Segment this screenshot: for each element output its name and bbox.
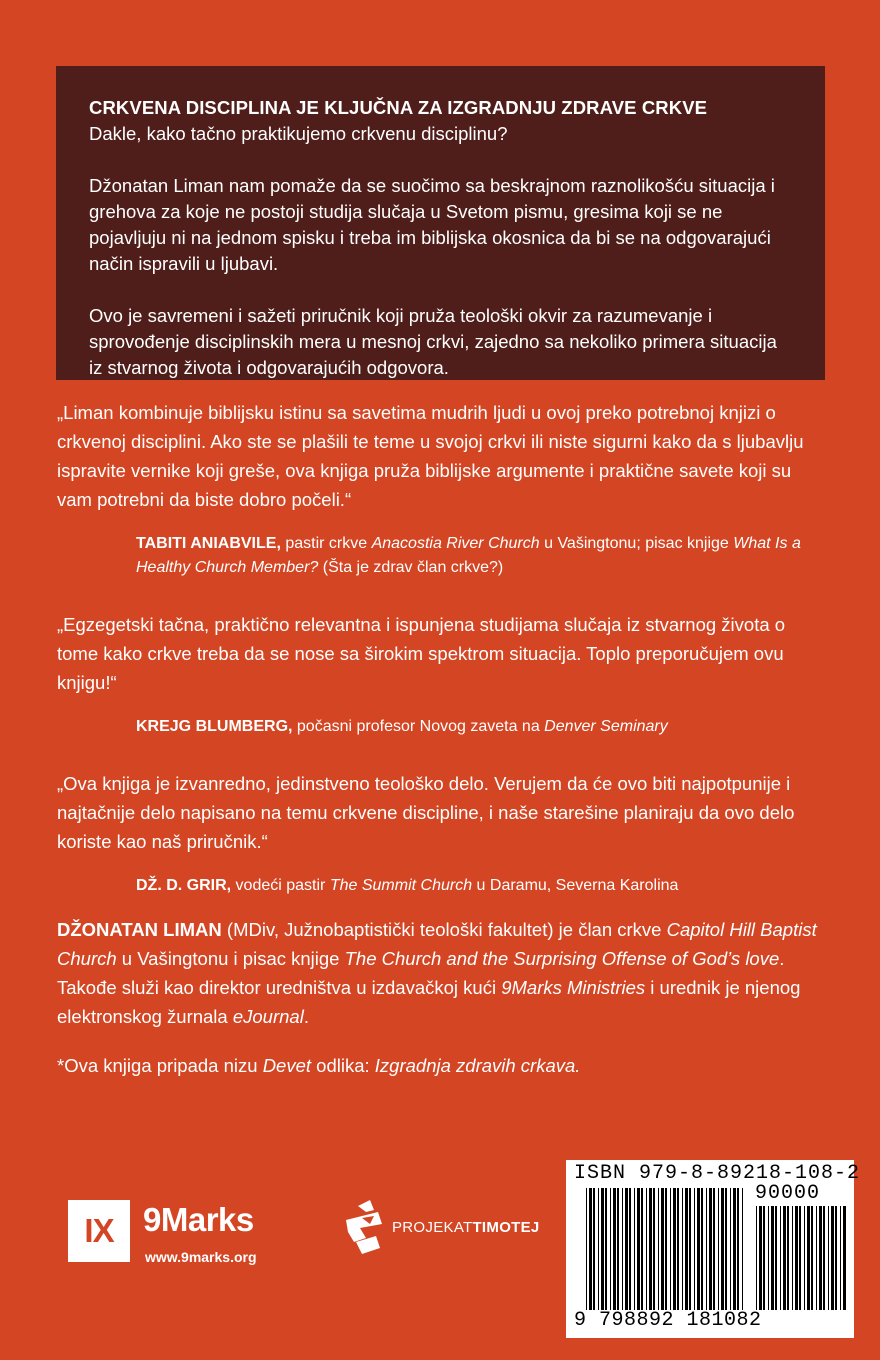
endorser-role-3b: u Daramu, Severna Karolina — [472, 877, 679, 894]
isbn-number: ISBN 979-8-89218-108-2 — [574, 1162, 861, 1185]
projekat-timotej-icon — [340, 1198, 390, 1258]
barcode-bar — [622, 1188, 623, 1310]
barcode-bar — [649, 1188, 652, 1310]
barcode-bar — [804, 1206, 805, 1310]
endorser-role-3a: vodeći pastir — [231, 877, 330, 894]
barcode-bar — [718, 1188, 719, 1310]
box-paragraph-1: Džonatan Liman nam pomaže da se suočimo sa beskrajnom raznolikošću situacija i grehova za koje ne postoji studija slučaja u Svetom pismu, gresima koji se ne pojavljuju ni na jednom spisku i treba im biblijska okosnica da bi se na odgovarajući način ispravili u ljubavi. — [89, 175, 775, 274]
barcode-bar — [598, 1188, 599, 1310]
bio-book: The Church and the Surprising Offense of God’s love — [344, 948, 780, 969]
endorsement-attribution-1 — [57, 532, 827, 580]
barcode-bar — [819, 1206, 822, 1310]
barcode-bar — [658, 1188, 659, 1310]
wordmark-regular: PROJEKAT — [392, 1219, 473, 1236]
barcode-bar — [816, 1206, 817, 1310]
endorser-school-2: Denver Seminary — [544, 718, 668, 735]
endorser-church-1: Anacostia River Church — [371, 535, 540, 552]
series-note — [57, 1051, 827, 1080]
barcode-bar — [828, 1206, 829, 1310]
barcode-bar — [763, 1206, 765, 1310]
endorser-name-3: DŽ. D. GRIR, — [136, 877, 232, 894]
barcode-bar — [840, 1206, 841, 1310]
barcode-bar — [613, 1188, 616, 1310]
barcode-bar — [771, 1206, 774, 1310]
bio-ministry: 9Marks Ministries — [501, 977, 646, 998]
barcode-bar — [641, 1188, 643, 1310]
barcode-bar — [673, 1188, 676, 1310]
barcode-bar — [694, 1188, 695, 1310]
publisher-name: 9Marks — [143, 1201, 254, 1238]
endorsement-quote-2: „Egzegetski tačna, praktično relevantna i ispunjena studijama slučaja iz stvarnog života o tome kako crkve treba da se nose sa širokim spektrom situacija. Toplo preporučujem ovu knjigu!“ — [57, 614, 786, 693]
barcode-bar — [670, 1188, 671, 1310]
endorser-role-1b: u Vašingtonu; pisac knjige — [539, 535, 734, 552]
barcode-bar — [605, 1188, 607, 1310]
barcode-bar — [756, 1206, 757, 1310]
publisher-url: www.9marks.org — [145, 1249, 257, 1265]
barcode-bar — [689, 1188, 691, 1310]
barcode-bar — [685, 1188, 688, 1310]
series-text-2: odlika: — [311, 1055, 375, 1076]
barcode-bar — [835, 1206, 837, 1310]
barcode-bar — [759, 1206, 762, 1310]
barcode-bar — [831, 1206, 834, 1310]
endorser-name-1: TABITI ANIABVILE, — [136, 535, 281, 552]
barcode-bar — [775, 1206, 777, 1310]
barcode-bar — [787, 1206, 789, 1310]
bio-text-1: (MDiv, Južnobaptistički teološki fakultet) je član crkve — [221, 919, 667, 940]
barcode-bar — [646, 1188, 647, 1310]
barcode-bar — [637, 1188, 640, 1310]
barcode-bar — [625, 1188, 628, 1310]
barcode-bar — [721, 1188, 724, 1310]
projekat-timotej-wordmark — [392, 1219, 540, 1237]
bio-text-3: . Takođe služi kao direktor uredništva u izdavačkoj kući — [57, 948, 785, 998]
projekat-timotej-logo — [340, 1198, 540, 1258]
endorsement-quote-3: „Ova knjiga je izvanredno, jedinstveno teološko delo. Verujem da će ovo biti najpotpunije i najtačnije delo napisano na temu crkvene discipline, i naše starešine planiraju da ovo delo koriste kao naš priručnik.“ — [57, 773, 795, 852]
endorser-role-1c: (Šta je zdrav član crkve?) — [318, 559, 504, 576]
barcode-bar — [709, 1188, 712, 1310]
barcode-bar — [682, 1188, 683, 1310]
barcode-bar — [589, 1188, 592, 1310]
author-name: DŽONATAN LIMAN — [57, 919, 222, 940]
barcode-bar — [807, 1206, 810, 1310]
endorsement-attribution-2 — [57, 715, 827, 739]
bio-text-5: . — [303, 1006, 309, 1027]
box-paragraph-2: Ovo je savremeni i sažeti priručnik koji pruža teološki okvir za razumevanje i sprovođenje disciplinskih mera u mesnoj crkvi, zajedno sa nekoliko primera situacija iz stvarnog života i odgovarajućih odgovora. — [89, 305, 777, 378]
barcode-bar — [733, 1188, 736, 1310]
endorser-name-2: KREJG BLUMBERG, — [136, 718, 293, 735]
endorsement-attribution-3 — [57, 874, 827, 898]
barcode-bar — [783, 1206, 786, 1310]
box-heading: CRKVENA DISCIPLINA JE KLJUČNA ZA IZGRADNJU ZDRAVE CRKVE — [89, 97, 708, 118]
barcode-bar — [634, 1188, 635, 1310]
endorser-role-1a: pastir crkve — [280, 535, 372, 552]
series-italic-2: Izgradnja zdravih crkava. — [374, 1055, 581, 1076]
barcode-bar — [725, 1188, 727, 1310]
bio-church: Capitol Hill Baptist Church — [57, 919, 817, 969]
barcode-bar — [593, 1188, 595, 1310]
endorser-church-3: The Summit Church — [329, 877, 473, 894]
barcode-bar — [617, 1188, 619, 1310]
barcode-bar — [697, 1188, 700, 1310]
bio-journal: eJournal — [232, 1006, 304, 1027]
barcode-bar — [610, 1188, 611, 1310]
barcode-bar — [706, 1188, 707, 1310]
barcode-bar — [780, 1206, 781, 1310]
series-italic-1: Devet — [262, 1055, 312, 1076]
ix-logo-mark: IX — [68, 1200, 130, 1262]
barcode-bar — [629, 1188, 631, 1310]
barcode-bar — [799, 1206, 801, 1310]
series-text-1: *Ova knjiga pripada nizu — [57, 1055, 263, 1076]
barcode-bar — [768, 1206, 769, 1310]
barcode-bar — [586, 1188, 587, 1310]
barcode-bar — [677, 1188, 679, 1310]
author-bio — [57, 915, 827, 1031]
wordmark-bold: TIMOTEJ — [472, 1219, 540, 1236]
barcode-bar — [795, 1206, 798, 1310]
barcode-bar — [713, 1188, 715, 1310]
bio-text-2: u Vašingtonu i pisac knjige — [116, 948, 345, 969]
barcode-bar — [701, 1188, 703, 1310]
barcode-panel — [566, 1160, 861, 1338]
barcode-bar — [843, 1206, 846, 1310]
box-subheading: Dakle, kako tačno praktikujemo crkvenu disciplinu? — [89, 123, 508, 144]
endorser-role-2a: počasni profesor Novog zaveta na — [292, 718, 545, 735]
barcode-bar — [823, 1206, 825, 1310]
barcode-bar — [737, 1188, 739, 1310]
barcode-bar — [653, 1188, 655, 1310]
barcode-bar — [601, 1188, 604, 1310]
endorsement-quote-1: „Liman kombinuje biblijsku istinu sa savetima mudrih ljudi u ovoj preko potrebnoj knjizi o crkvenoj disciplini. Ako ste se plašili te teme u svojoj crkvi ili niste sigurni kako da s ljubavlju ispravite vernike koji greše, ova knjiga pruža biblijske argumente i praktične savete koji su vam potrebni da biste dobro počeli.“ — [57, 402, 804, 510]
endorser-book-1: What Is a Healthy Church Member? — [136, 535, 801, 576]
barcode-bar — [665, 1188, 667, 1310]
barcode-bar — [730, 1188, 731, 1310]
barcode-bar — [742, 1188, 743, 1310]
barcode-bar — [792, 1206, 793, 1310]
back-cover-content — [57, 398, 827, 1080]
ean-number: 9 798892 181082 — [574, 1309, 762, 1332]
barcode-bar — [661, 1188, 664, 1310]
description-box — [56, 66, 825, 380]
bio-text-4: i urednik je njenog elektronskog žurnala — [57, 977, 801, 1027]
barcode-bar — [811, 1206, 813, 1310]
price-addon-number: 90000 — [755, 1182, 821, 1205]
